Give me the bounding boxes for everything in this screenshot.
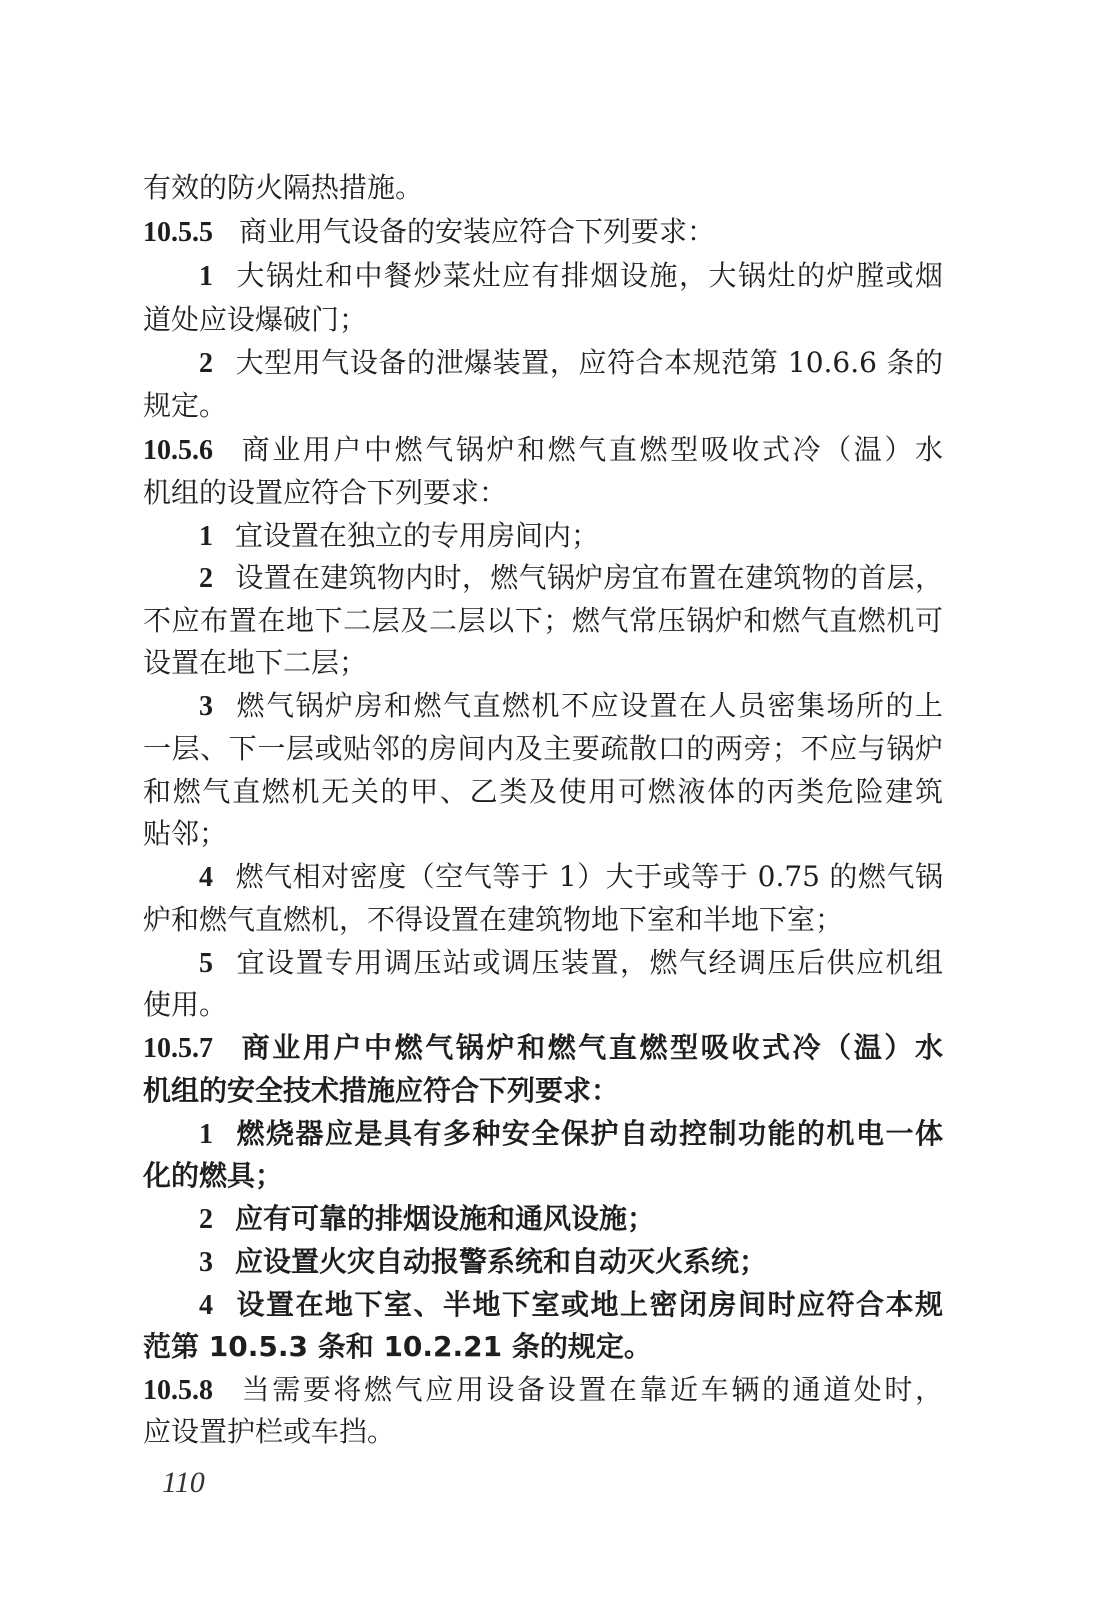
clause-number: 10.5.8 [143, 1375, 213, 1406]
paragraph-line: 应设置护栏或车挡。 [143, 1415, 396, 1448]
item-number: 4 [199, 1290, 213, 1321]
item-number: 1 [199, 261, 213, 292]
paragraph-line: 设置在地下二层； [143, 646, 368, 679]
paragraph-line: 道处应设爆破门； [143, 303, 368, 336]
item-number: 2 [199, 348, 213, 379]
paragraph-line: 机组的设置应符合下列要求： [143, 476, 508, 509]
list-item: 1 燃烧器应是具有多种安全保护自动控制功能的机电一体 [143, 1116, 943, 1156]
paragraph-line: 有效的防火隔热措施。 [143, 171, 424, 204]
item-number: 5 [199, 948, 213, 979]
clause-number: 10.5.5 [143, 217, 213, 248]
paragraph-line: 炉和燃气直燃机，不得设置在建筑物地下室和半地下室； [143, 903, 844, 936]
list-item: 2 大型用气设备的泄爆装置，应符合本规范第 10.6.6 条的 [143, 345, 943, 385]
list-item: 1 宜设置在独立的专用房间内； [143, 518, 943, 558]
item-number: 2 [199, 1204, 213, 1235]
paragraph-line: 规定。 [143, 389, 228, 422]
list-item: 2 应有可靠的排烟设施和通风设施； [143, 1201, 943, 1241]
clause-heading: 10.5.8 当需要将燃气应用设备设置在靠近车辆的通道处时， [143, 1372, 943, 1412]
paragraph-line: 范第 10.5.3 条和 10.2.21 条的规定。 [143, 1330, 652, 1363]
list-item: 3 应设置火灾自动报警系统和自动灭火系统； [143, 1244, 943, 1284]
item-number: 1 [199, 1119, 213, 1150]
paragraph-line: 不应布置在地下二层及二层以下；燃气常压锅炉和燃气直燃机可 [143, 604, 943, 637]
clause-heading: 10.5.6 商业用户中燃气锅炉和燃气直燃型吸收式冷（温）水 [143, 432, 943, 472]
clause-heading: 10.5.5 商业用气设备的安装应符合下列要求： [143, 214, 943, 254]
paragraph-line: 和燃气直燃机无关的甲、乙类及使用可燃液体的丙类危险建筑 [143, 775, 943, 808]
paragraph-line: 机组的安全技术措施应符合下列要求： [143, 1074, 620, 1107]
clause-heading: 10.5.7 商业用户中燃气锅炉和燃气直燃型吸收式冷（温）水 [143, 1030, 943, 1070]
item-number: 3 [199, 1247, 213, 1278]
list-item: 4 燃气相对密度（空气等于 1）大于或等于 0.75 的燃气锅 [143, 859, 943, 899]
list-item: 5 宜设置专用调压站或调压装置，燃气经调压后供应机组 [143, 945, 943, 985]
paragraph-line: 一层、下一层或贴邻的房间内及主要疏散口的两旁；不应与锅炉 [143, 732, 943, 765]
item-number: 2 [199, 563, 213, 594]
paragraph-line: 使用。 [143, 988, 228, 1021]
clause-number: 10.5.7 [143, 1033, 213, 1064]
list-item: 1 大锅灶和中餐炒菜灶应有排烟设施，大锅灶的炉膛或烟 [143, 258, 943, 298]
item-number: 3 [199, 691, 213, 722]
clause-number: 10.5.6 [143, 435, 213, 466]
list-item: 3 燃气锅炉房和燃气直燃机不应设置在人员密集场所的上 [143, 688, 943, 728]
paragraph-line: 贴邻； [143, 817, 228, 850]
item-number: 1 [199, 521, 213, 552]
page-number: 110 [162, 1466, 205, 1499]
item-number: 4 [199, 862, 213, 893]
list-item: 2 设置在建筑物内时，燃气锅炉房宜布置在建筑物的首层， [143, 560, 943, 600]
paragraph-line: 化的燃具； [143, 1159, 284, 1192]
list-item: 4 设置在地下室、半地下室或地上密闭房间时应符合本规 [143, 1287, 943, 1327]
